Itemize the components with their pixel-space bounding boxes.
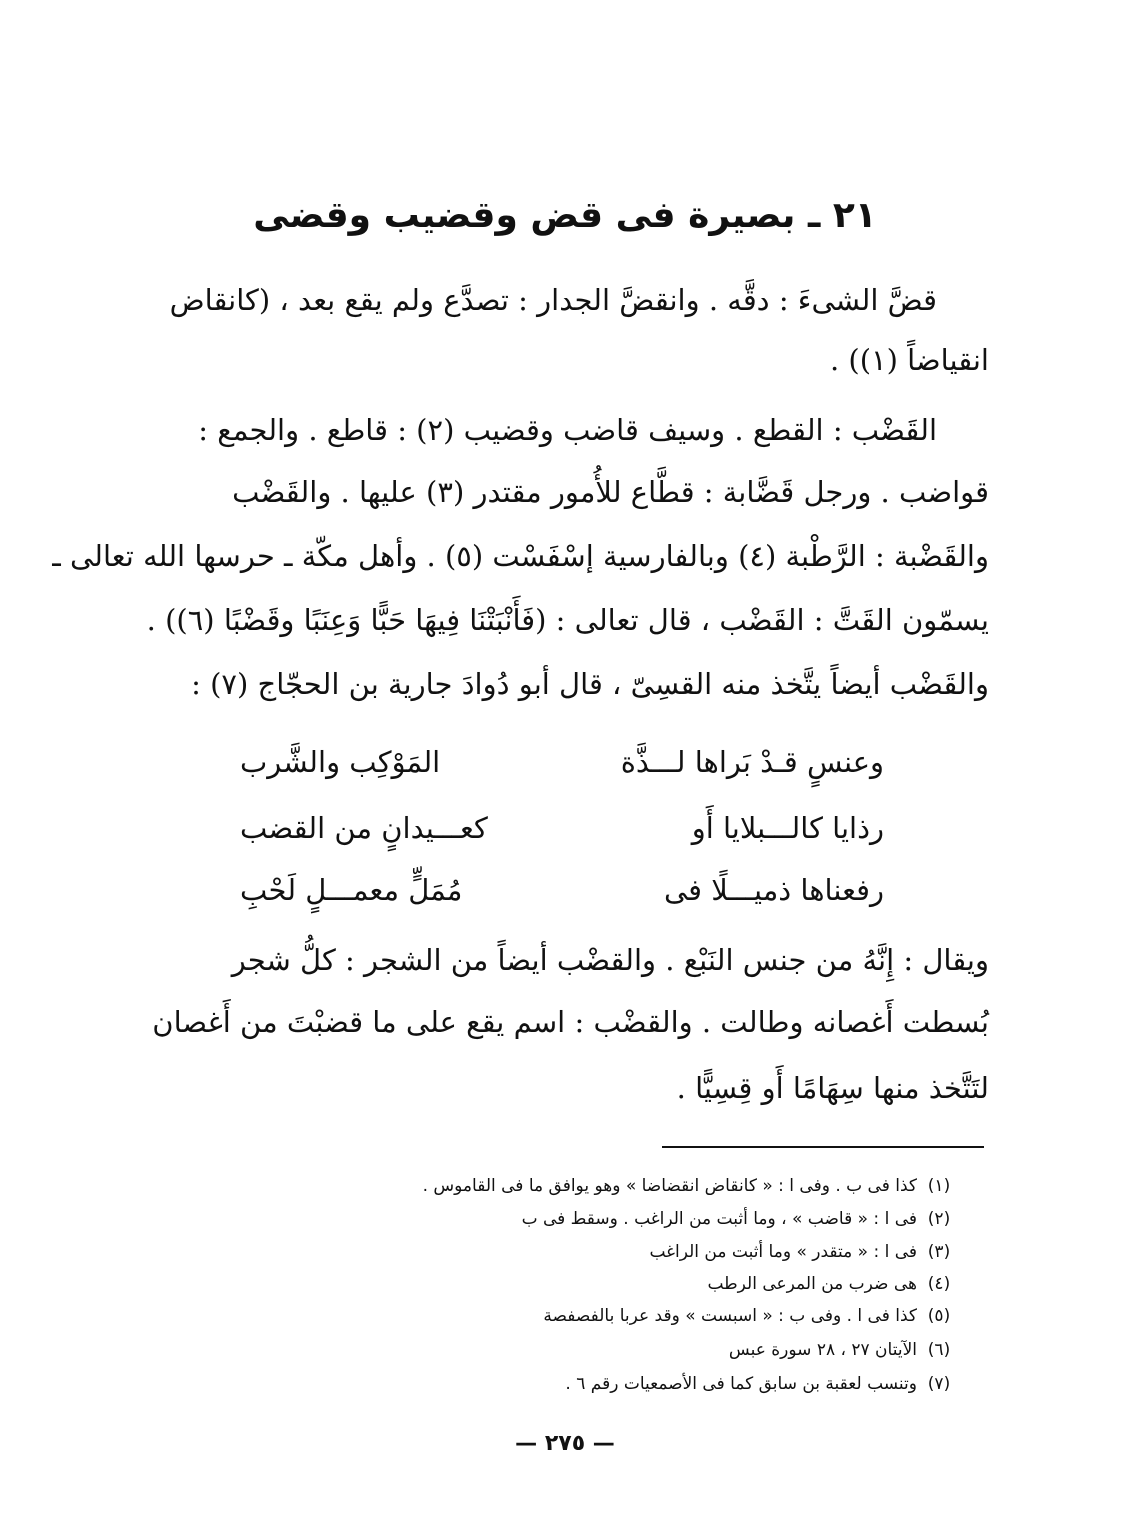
footnote-number: (٤) [927,1274,951,1294]
verse-first-hemistich: رذايا كالـــبلايا أَو [691,811,884,845]
footnote-text: وتنسب لعقبة بن سابق كما فى الأصمعيات رقم ٦ . [565,1374,917,1394]
footnote-text: هى ضرب من المرعى الرطب [707,1274,917,1294]
footnote-text: كذا فى ب . وفى ا : « كانقاض انقضاضا » وهو يوافق ما فى القاموس . [422,1176,917,1196]
page-number: — ٢٧٥ — [515,1431,615,1456]
body-line: يسمّون القَتَّ : القَضْب ، قال تعالى : (فَأَنْبَتْنَا فِيهَا حَبًّا وَعِنَبًا وقَضْبًا (٦)) . [146,603,989,637]
footnote-text: كذا فى ا . وفى ب : « اسبست » وقد عربا بالفصفصة [543,1306,917,1326]
footnote [522,1205,961,1233]
footnote-number: (٣) [927,1242,951,1262]
body-line: والقَضْب أيضاً يتَّخذ منه القسِىّ ، قال أبو دُوادَ جارية بن الحجّاج (٧) : [191,667,989,701]
footnote [543,1302,961,1330]
body-line: القَضْب : القطع . وسيف قاضب وقضيب (٢) : قاطع . والجمع : [198,413,937,447]
section-heading: ٢١ ـ بصيرة فى قض وقضيب وقضى [253,195,877,236]
footnote-text: الآيتان ٢٧ ، ٢٨ سورة عبس [728,1340,917,1360]
body-line: والقَضْبة : الرَّطْبة (٤) وبالفارسية إسْفَسْت (٥) . وأهل مكّة ـ حرسها الله تعالى ـ [52,539,989,573]
footnote-separator [662,1146,984,1148]
footnote-number: (٦) [927,1340,951,1360]
body-line: انقياضاً (١)) . [829,343,989,377]
body-line: لتَتَّخذ منها سِهَامًا أَو قِسِيًّا . [676,1071,989,1105]
verse-second-hemistich: المَوْكِب والشَّرب [240,745,441,779]
footnote-number: (٧) [927,1374,951,1394]
body-line: بُسطت أَغصانه وطالت . والقضْب : اسم يقع على ما قضبْتَ من أَغصان [152,1005,989,1039]
footnote [423,1172,961,1200]
footnote-number: (٥) [927,1306,951,1326]
verse-second-hemistich: كعـــيدانٍ من القضب [240,811,488,845]
footnote [565,1370,961,1398]
footnote-text: فى ا : « قاضب » ، وما أثبت من الراغب . وسقط فى ب [521,1209,917,1229]
footnote [729,1336,961,1364]
verse-second-hemistich: مُمَلٍّ معمـــلٍ لَحْبِ [240,873,463,907]
footnote-number: (٢) [927,1209,951,1229]
footnote [707,1270,961,1298]
verse-first-hemistich: رفعناها ذميـــلًا فى [663,873,884,907]
footnote-text: فى ا : « متقدر » وما أثبت من الراغب [649,1242,917,1262]
body-line: قواضب . ورجل قَضَّابة : قطَّاع للأُمور مقتدر (٣) عليها . والقَضْب [232,475,989,509]
footnote-number: (١) [927,1176,951,1196]
footnote [649,1238,961,1266]
body-line: ويقال : إِنَّهُ من جنس النَبْع . والقضْب أيضاً من الشجر : كلُّ شجر [231,943,989,977]
body-line: قضَّ الشىءَ : دقَّه . وانقضَّ الجدار : تصدَّع ولم يقع بعد ، (كانقاض [169,283,937,317]
verse-first-hemistich: وعنسٍ قـدْ بَراها لـــذَّة [620,745,884,779]
